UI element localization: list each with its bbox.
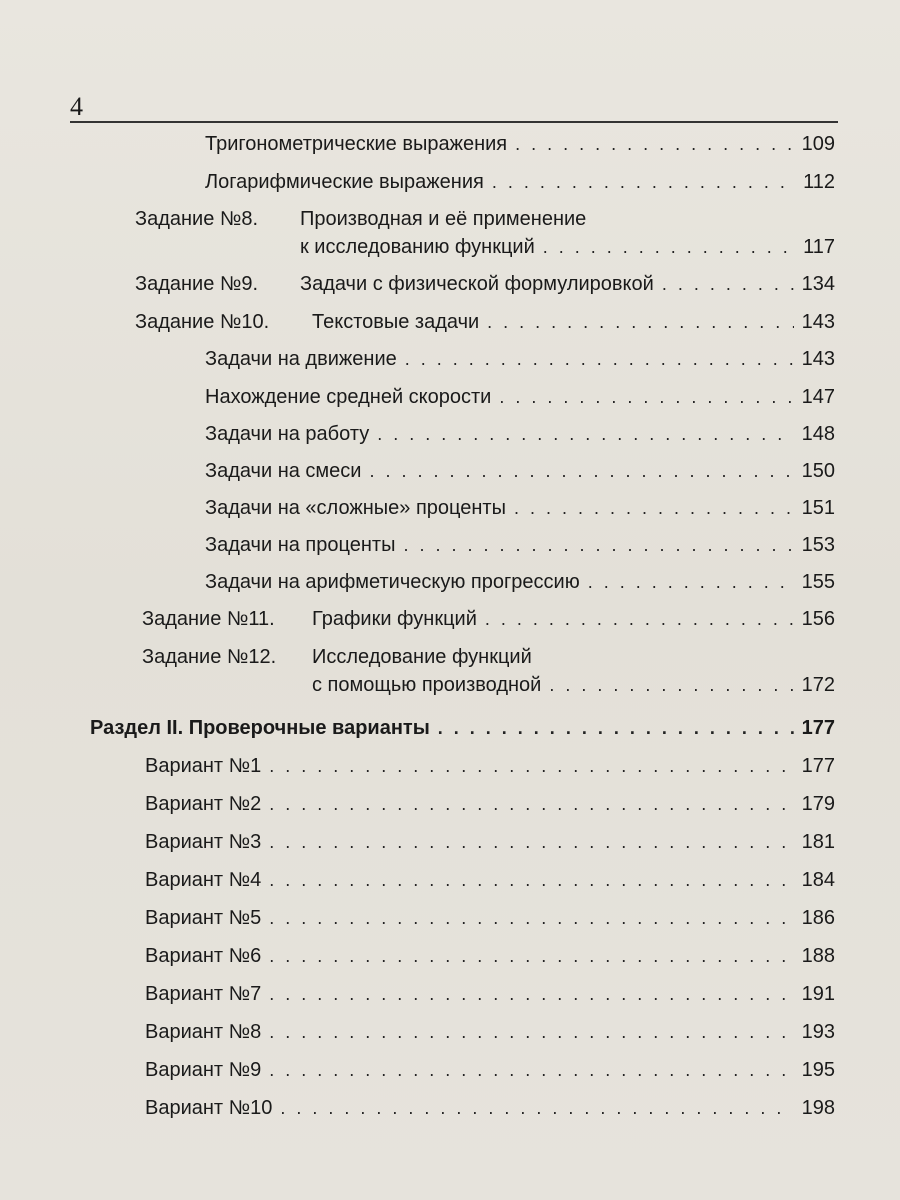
- toc-page-number: 112: [803, 171, 835, 193]
- leader-dots: [269, 1016, 793, 1048]
- leader-dots: [377, 418, 793, 450]
- leader-dots: [543, 231, 795, 263]
- leader-dots: [485, 603, 794, 635]
- toc-entry-label: Задачи с физической формулировкой: [300, 273, 654, 295]
- leader-dots: [487, 306, 793, 338]
- toc-entry-variant-5[interactable]: [145, 902, 835, 934]
- toc-page-number: 109: [801, 133, 835, 155]
- leader-dots: [588, 566, 794, 598]
- toc-task-title: Производная и её применение: [300, 208, 587, 230]
- leader-dots: [492, 166, 795, 198]
- toc-entry-label: Вариант №2: [145, 793, 262, 815]
- toc-entry-variant-10[interactable]: [145, 1092, 835, 1124]
- toc-page-number: 195: [801, 1059, 835, 1081]
- leader-dots: [662, 268, 794, 300]
- toc-page-number: 179: [801, 793, 835, 815]
- toc-entry-label: Тригонометрические выражения: [205, 133, 508, 155]
- leader-dots: [438, 712, 794, 744]
- toc-entry-label: Задачи на проценты: [205, 534, 396, 556]
- toc-page-number: 186: [801, 907, 835, 929]
- toc-page-number: 153: [801, 534, 835, 556]
- toc-entry-task-12[interactable]: [312, 669, 835, 701]
- leader-dots: [515, 128, 793, 160]
- toc-entry-label: Задачи на арифметическую прогрессию: [205, 571, 580, 593]
- toc-entry-label: Задачи на смеси: [205, 460, 362, 482]
- leader-dots: [269, 788, 793, 820]
- toc-page-number: 177: [801, 717, 835, 739]
- toc-entry-variant-2[interactable]: [145, 788, 835, 820]
- page-number: 4: [70, 92, 83, 121]
- leader-dots: [403, 529, 793, 561]
- toc-page-number: 181: [801, 831, 835, 853]
- toc-entry-mixtures[interactable]: [205, 455, 835, 487]
- toc-page-number: 191: [801, 983, 835, 1005]
- toc-task-heading: Задание №11.: [142, 608, 275, 630]
- toc-entry-work[interactable]: [205, 418, 835, 450]
- leader-dots: [280, 1092, 793, 1124]
- toc-entry-log[interactable]: [205, 166, 835, 198]
- leader-dots: [269, 902, 793, 934]
- toc-entry-variant-1[interactable]: [145, 750, 835, 782]
- toc-entry-percent[interactable]: [205, 529, 835, 561]
- toc-entry-label: Вариант №8: [145, 1021, 262, 1043]
- toc-page-number: 172: [801, 674, 835, 696]
- toc-entry-task-11[interactable]: [312, 603, 835, 635]
- header-rule: [70, 121, 838, 123]
- toc-entry-variant-7[interactable]: [145, 978, 835, 1010]
- toc-page-number: 143: [801, 311, 835, 333]
- toc-page-number: 134: [801, 273, 835, 295]
- toc-page-number: 117: [803, 236, 835, 258]
- toc-page-number: 143: [801, 348, 835, 370]
- toc-entry-complex-percent[interactable]: [205, 492, 835, 524]
- toc-entry-label: Вариант №1: [145, 755, 262, 777]
- toc-entry-motion[interactable]: [205, 343, 835, 375]
- toc-entry-label: к исследованию функций: [300, 236, 535, 258]
- leader-dots: [514, 492, 794, 524]
- leader-dots: [269, 750, 793, 782]
- toc-entry-label: Вариант №4: [145, 869, 262, 891]
- toc-entry-label: Вариант №10: [145, 1097, 273, 1119]
- toc-entry-label: Вариант №6: [145, 945, 262, 967]
- toc-page-number: 151: [801, 497, 835, 519]
- toc-entry-label: Вариант №3: [145, 831, 262, 853]
- toc-entry-task-10[interactable]: [312, 306, 835, 338]
- toc-task-title: Исследование функций: [312, 646, 532, 668]
- toc-page-number: 177: [801, 755, 835, 777]
- toc-entry-label: Нахождение средней скорости: [205, 386, 492, 408]
- toc-entry-variant-9[interactable]: [145, 1054, 835, 1086]
- toc-section-label: Раздел II. Проверочные варианты: [90, 717, 430, 739]
- toc-task-heading: Задание №12.: [142, 646, 277, 668]
- toc-entry-variant-4[interactable]: [145, 864, 835, 896]
- toc-entry-avg-speed[interactable]: [205, 381, 835, 413]
- toc-entry-section-2[interactable]: [90, 712, 835, 744]
- toc-entry-task-8[interactable]: [300, 231, 835, 263]
- leader-dots: [499, 381, 793, 413]
- toc-entry-variant-3[interactable]: [145, 826, 835, 858]
- toc-entry-label: Задачи на работу: [205, 423, 370, 445]
- toc-page-number: 148: [801, 423, 835, 445]
- toc-task-heading: Задание №10.: [135, 311, 270, 333]
- leader-dots: [269, 1054, 793, 1086]
- leader-dots: [549, 669, 793, 701]
- toc-page-number: 193: [801, 1021, 835, 1043]
- toc-entry-label: Графики функций: [312, 608, 477, 630]
- toc-page-number: 198: [801, 1097, 835, 1119]
- leader-dots: [269, 864, 793, 896]
- toc-entry-label: Задачи на движение: [205, 348, 397, 370]
- toc-task-heading: Задание №8.: [135, 208, 259, 230]
- toc-entry-trig[interactable]: [205, 128, 835, 160]
- toc-entry-task-9[interactable]: [300, 268, 835, 300]
- leader-dots: [369, 455, 793, 487]
- toc-entry-label: Вариант №7: [145, 983, 262, 1005]
- leader-dots: [269, 940, 793, 972]
- toc-entry-arithmetic[interactable]: [205, 566, 835, 598]
- toc-page-number: 155: [801, 571, 835, 593]
- toc-page-number: 188: [801, 945, 835, 967]
- toc-page-number: 156: [801, 608, 835, 630]
- leader-dots: [269, 826, 793, 858]
- toc-page-number: 147: [801, 386, 835, 408]
- leader-dots: [405, 343, 794, 375]
- toc-entry-variant-8[interactable]: [145, 1016, 835, 1048]
- toc-page-number: 184: [801, 869, 835, 891]
- toc-page-number: 150: [801, 460, 835, 482]
- toc-entry-label: Логарифмические выражения: [205, 171, 484, 193]
- toc-entry-label: Вариант №9: [145, 1059, 262, 1081]
- toc-entry-label: с помощью производной: [312, 674, 542, 696]
- leader-dots: [269, 978, 793, 1010]
- toc-entry-label: Текстовые задачи: [312, 311, 480, 333]
- toc-entry-label: Задачи на «сложные» проценты: [205, 497, 506, 519]
- toc-entry-label: Вариант №5: [145, 907, 262, 929]
- toc-entry-variant-6[interactable]: [145, 940, 835, 972]
- toc-task-heading: Задание №9.: [135, 273, 259, 295]
